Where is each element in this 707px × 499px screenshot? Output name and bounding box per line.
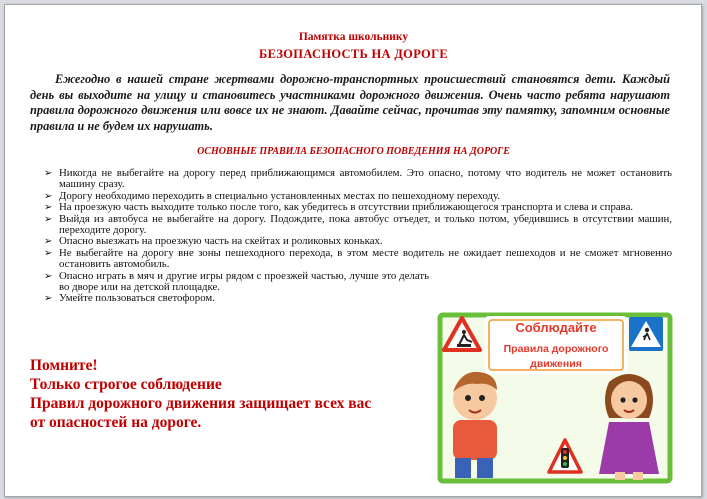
list-item: ➢ Не выбегайте на дорогу вне зоны пешеходного перехода, в этом месте водитель не ожидает пешеходов и не сможет мгновенно остановить автомобиль. [44, 246, 672, 271]
pedestrian-crossing-sign-icon [629, 317, 663, 351]
remember-line: от опасностей на дороге. [30, 414, 202, 431]
rules-list [44, 168, 672, 305]
arrow-bullet-icon: ➢ [44, 202, 53, 214]
list-item: ➢ Никогда не выбегайте на дорогу перед приближающимся автомобилем. Это опасно, потому что водитель не может остановить машину сразу. [44, 167, 672, 191]
arrow-bullet-icon: ➢ [44, 168, 53, 179]
remember-block [30, 356, 371, 432]
memo-subtitle: Памятка школьнику [298, 31, 409, 43]
remember-line: Только строгое соблюдение [30, 376, 222, 393]
arrow-bullet-icon: ➢ [44, 236, 53, 248]
arrow-bullet-icon: ➢ [44, 293, 53, 305]
poster-subtitle: Правила дорожного [503, 343, 609, 355]
list-item: ➢ Умейте пользоваться светофором. [44, 292, 215, 305]
list-item: ➢ Опасно играть в мяч и другие игры рядом с проезжей частью, лучше это делать во дворе или на детской площадке. [44, 269, 429, 294]
arrow-bullet-icon: ➢ [44, 247, 53, 259]
list-item: ➢ На проезжую часть выходите только после того, как убедитесь в отсутствии приближающегося транспорта и слева и справа. [44, 201, 634, 214]
traffic-rules-poster [437, 312, 673, 484]
remember-line: Правил дорожного движения защищает всех вас [30, 395, 372, 412]
list-item: ➢ Опасно выезжать на проезжую часть на скейтах и роликовых коньках. [44, 235, 383, 248]
list-item: ➢ Выйдя из автобуса не выбегайте на дорогу. Подождите, пока автобус отъедет, и только потом, убедившись в отсутствии машин, переходите дорогу. [44, 212, 672, 237]
arrow-bullet-icon: ➢ [44, 270, 53, 282]
arrow-bullet-icon: ➢ [44, 190, 53, 202]
poster-title: Соблюдайте [515, 320, 597, 335]
remember-line: Помните! [30, 357, 98, 374]
arrow-bullet-icon: ➢ [44, 213, 53, 225]
poster-subtitle-2: движения [530, 358, 582, 370]
memo-title: БЕЗОПАСНОСТЬ НА ДОРОГЕ [259, 47, 448, 61]
rules-heading: ОСНОВНЫЕ ПРАВИЛА БЕЗОПАСНОГО ПОВЕДЕНИЯ НА ДОРОГЕ [197, 146, 510, 157]
intro-paragraph: Ежегодно в нашей стране жертвами дорожно-транспортных происшествий становятся дети. Каждый день вы выходите на улицу и становитесь участниками дорожного движения. Очень часто ребята нарушают правила дорожного движения или вовсе их не знают. Давайте сейчас, прочитав эту памятку, запомним основные правила и не будем их нарушать. [30, 72, 670, 133]
list-item: ➢ Дорогу необходимо переходить в специально установленных местах по пешеходному переходу. [44, 189, 501, 202]
